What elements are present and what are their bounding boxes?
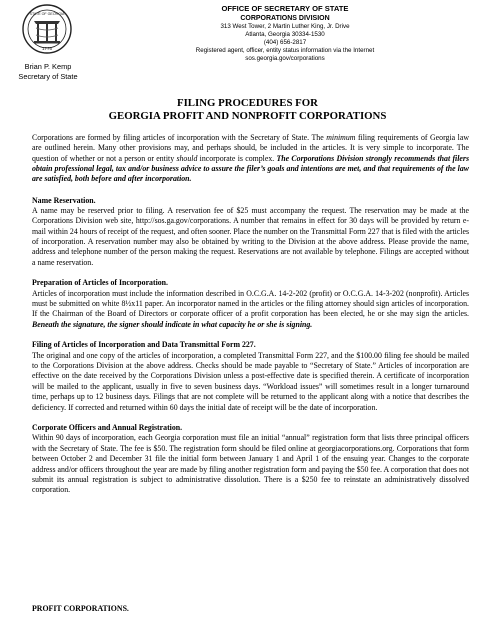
title-line-1: FILING PROCEDURES FOR [177,97,318,109]
name-reservation-heading: Name Reservation. [32,195,96,205]
phone-number: (404) 656-2817 [263,39,307,46]
intro-italic-1: minimum [326,133,356,142]
profit-corporations-heading: PROFIT CORPORATIONS. [32,604,129,613]
intro-italic-2: should [176,153,198,163]
registered-info: Registered agent, officer, entity status information via the Internet [195,47,375,54]
preparation-heading: Preparation of Articles of Incorporation. [32,278,169,288]
georgia-seal-icon [22,4,72,54]
office-name: OFFICE OF SECRETARY OF STATE [221,4,349,13]
officers-heading: Corporate Officers and Annual Registration. [32,423,183,433]
filing-text: The original and one copy of the articles of incorporation, a completed Transmittal Form 227, and the $100.00 filing fee should be mailed to the Corporations Division at the above address. Checks should be made payable to “Secretary of State.” Articles of incorporation are effective on the date received by the Corporations Division unless a post-effective date is specified therein. A certificate of incorporation will be mailed to the applicant, usually in five to seven business days. “Workload issues” will sometimes result in a longer turnaround time, perhaps up to 12 business days. Filings that are not complete will be returned to the applicant along with a notice that describes the deficiency. If corrected and returned within 60 days the initial date of receipt will be the date of incorporation. [32,350,469,412]
preparation-text: Articles of incorporation must include the information described in O.C.G.A. 14-2-202 (profit) or O.C.G.A. 14-3-202 (nonprofit). Articles must be submitted on white 8½x11 paper. An incorporator named in the articles or the filing attorney should sign articles of incorporation. If the Chairman of the Board of Directors or corporate officer of a profit corporation has been elected, he or she may sign the articles. [32,288,469,319]
website: sos.georgia.gov/corporations [245,55,325,62]
officers-text: Within 90 days of incorporation, each Georgia corporation must file an initial “annual” registration form that lists three principal officers with the Secretary of State. The fee is $50. The registration form should be filed online at georgiacorporations.org. Corporations that form between October 2 and December 31 file the initial form between January 1 and April 1 of the ensuing year. Changes to the corporate address and/or officers throughout the year are made by filing another registration form and paying the $50 fee. A corporation that does not submit its annual registration is subject to administrative dissolution. There is a $250 fee to reinstate an administratively dissolved corporation. [32,433,469,495]
address-line-1: 313 West Tower, 2 Martin Luther King, Jr. Drive [220,23,350,30]
official-block [12,62,84,82]
preparation-note: Beneath the signature, the signer should indicate in what capacity he or she is signing. [32,319,313,329]
svg-text:1776: 1776 [41,46,53,51]
official-title: Secretary of State [18,72,78,81]
preparation-paragraph [32,289,469,330]
intro-warning: The Corporations Division strongly recommends that filers obtain professional legal, tax and/or business advice to assure the filer’s goals and intentions are met, and that requirements of the law are satisfied, both before and after incorporation. [32,153,469,184]
page-title [40,97,455,123]
letterhead [120,4,450,63]
svg-text:STATE OF GEORGIA: STATE OF GEORGIA [29,12,65,16]
intro-text-2: filing requirements of Georgia law are outlined herein. Many other provisions may, and perhaps should, be included in the articles. It is very simple to incorporate. The question of whether or not a person or entity [32,133,469,163]
intro-text-3: incorporate is complex. [197,153,277,163]
title-line-2: GEORGIA PROFIT AND NONPROFIT CORPORATIONS [108,110,387,122]
name-reservation-text: A name may be reserved prior to filing. A reservation fee of $25 must accompany the request. The reservation may be made at the Corporations Division web site, http://sos.ga.gov/corporations. A number that remains in effect for 30 days will be provided by return e-mail within 24 hours of receipt of the request, and often sooner. Place the number on the Transmittal Form 227 that is filed with the articles of incorporation. A reservation number may also be obtained by writing to the Division at the above address. Please provide the name, address and telephone number of the person making the request. Reservations are not available by telephone. Filings are accepted without a name reservation. [32,206,469,267]
division-name: CORPORATIONS DIVISION [240,15,330,22]
intro-paragraph [32,133,469,185]
address-line-2: Atlanta, Georgia 30334-1530 [245,31,325,38]
document-body [32,133,469,496]
filing-heading: Filing of Articles of Incorporation and Data Transmittal Form 227. [32,340,256,350]
official-name: Brian P. Kemp [24,62,72,71]
intro-text-1: Corporations are formed by filing articles of incorporation with the Secretary of State. The [32,133,327,142]
